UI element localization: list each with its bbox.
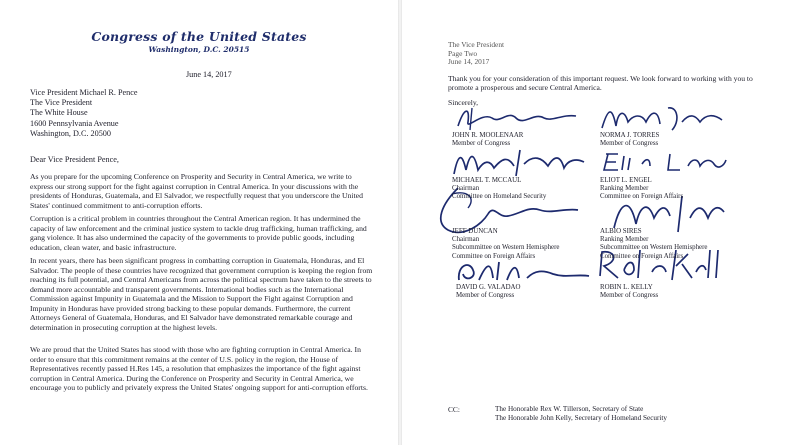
signatory-name: MICHAEL T. MCCAUL (452, 177, 522, 184)
address-line: 1600 Pennsylvania Avenue (30, 118, 119, 128)
address-line: The White House (30, 108, 88, 118)
address-line: Vice President Michael R. Pence (30, 88, 138, 97)
signatory-title: Committee on Foreign Affairs (600, 193, 684, 201)
cc-list (495, 405, 667, 423)
salutation: Dear Vice President Pence, (30, 155, 119, 164)
closing-word: Sincerely, (448, 98, 479, 107)
address-line: Washington, D.C. 20500 (30, 128, 111, 138)
signatory-title: Ranking Member (600, 236, 649, 244)
signatory-title: Chairman (452, 236, 480, 244)
signatory-title: Committee on Foreign Affairs (600, 252, 684, 260)
signatory-title: Committee on Foreign Affairs (452, 252, 536, 260)
signatory-block (600, 284, 658, 300)
signatory-name: ROBIN L. KELLY (600, 284, 653, 291)
signatory-title: Subcommittee on Western Hemisphere (452, 244, 560, 252)
signatory-title: Member of Congress (452, 140, 511, 148)
letterhead-city: Washington, D.C. 20515 (148, 45, 250, 54)
signatory-name: ALBIO SIRES (600, 228, 642, 235)
letter-date: June 14, 2017 (186, 70, 232, 79)
signatory-title: Committee on Homeland Security (452, 193, 547, 201)
signature-torres (598, 102, 728, 134)
signatory-block (600, 228, 707, 261)
signatory-block (600, 177, 683, 202)
signatory-block (452, 132, 523, 148)
closing-paragraph: Thank you for your consideration of this important request. We look forward to working with you to promote a prosperous and secure Central America. (448, 74, 753, 93)
page-two-header (448, 41, 504, 67)
recipient-address (30, 88, 138, 139)
signatory-name: DAVID G. VALADAO (456, 284, 521, 291)
header-line: The Vice President (448, 40, 505, 49)
header-line: June 14, 2017 (448, 57, 490, 67)
signatory-title: Member of Congress (600, 140, 659, 148)
cc-recipient: The Honorable John Kelly, Secretary of Homeland Security (495, 414, 667, 422)
signatory-name: JOHN R. MOOLENAAR (452, 132, 524, 139)
signature-moolenaar (452, 104, 582, 134)
signature-mccaul (450, 146, 590, 180)
signatory-title: Member of Congress (600, 292, 659, 300)
signatory-name: JEFF DUNCAN (452, 228, 498, 235)
header-line: Page Two (448, 48, 478, 58)
cc-recipient: The Honorable Rex W. Tillerson, Secretary of State (495, 405, 644, 413)
signatory-block (600, 132, 659, 148)
signatory-name: ELIOT L. ENGEL (600, 177, 652, 184)
signatory-block (456, 284, 521, 300)
signatory-title: Chairman (452, 185, 480, 193)
signature-engel (600, 144, 730, 176)
signatory-block (452, 177, 546, 202)
letter-page-one (0, 0, 398, 445)
body-paragraph: As you prepare for the upcoming Conference on Prosperity and Security in Central America, we write to express our strong support for the fight against corruption in Central America. In your discussions with the presidents of Honduras, Guatemala, and El Salvador, we respectfully request that you underscore the United States' continued commitment to anti-corruption efforts. (30, 172, 363, 210)
body-paragraph: In recent years, there has been significant progress in combatting corruption in Guatemala, Honduras, and El Salvador. The people of these countries have recognized that government corruption is keeping the region from reaching its full potential, and Central Americans from across the political spectrum have taken to the streets to demand more accountable and transparent governments. International bodies such as the International Commission against Impunity in Guatemala and the Mission to Support the Fight against Corruption and Impunity in Honduras have provided strong backing to these popular demands. Furthermore, the current Attorneys General of Guatemala, Honduras, and El Salvador have demonstrated remarkable courage and determination in prosecuting corruption at the highest levels. (30, 256, 373, 332)
cc-label: CC: (448, 405, 460, 414)
address-line: The Vice President (30, 98, 93, 108)
body-paragraph: We are proud that the United States has stood with those who are fighting corruption in Central America. In order to ensure that this commitment remains at the center of U.S. policy in the region, the House of Representatives recently passed H.Res 145, a resolution that emphasizes the importance of the fight against corruption in Central America. During the Conference on Prosperity and Security in Central America, we encourage you to publicly and privately express the United States' ongoing support for anti-corruption efforts. (30, 345, 368, 392)
signatory-title: Subcommittee on Western Hemisphere (600, 244, 708, 252)
body-paragraph: Corruption is a critical problem in countries throughout the Central American region. It has undermined the capacity of law enforcement and the criminal justice system to tackle drug trafficking, human trafficking, and gang violence. It has also undermined the capacity of the governments to provide public goods, including education, clean water, and basic infrastructure. (30, 214, 367, 252)
letterhead-title: Congress of the United States (91, 29, 307, 44)
signatory-name: NORMA J. TORRES (600, 132, 660, 139)
signatory-title: Ranking Member (600, 185, 649, 193)
signatory-block (452, 228, 559, 261)
signatory-title: Member of Congress (456, 292, 515, 300)
